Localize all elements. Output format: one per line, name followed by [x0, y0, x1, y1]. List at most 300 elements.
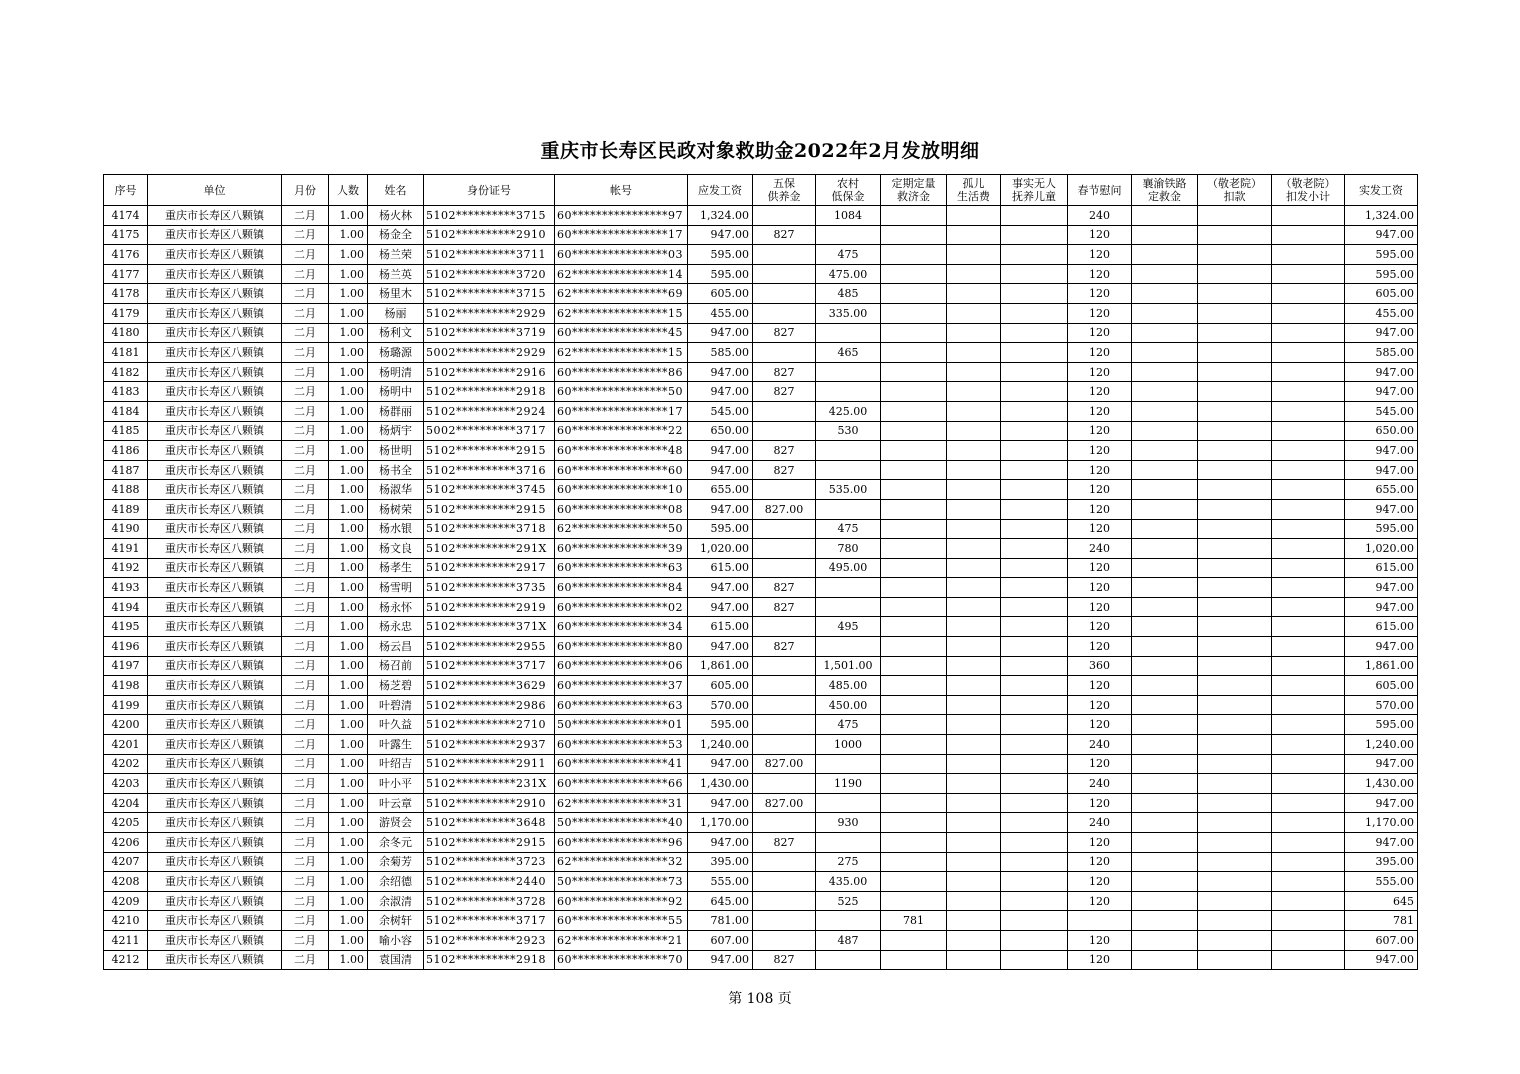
table-cell [1001, 833, 1068, 853]
table-cell: 重庆市长寿区八颗镇 [148, 343, 282, 363]
table-cell: 60****************70 [555, 950, 688, 970]
table-cell: 5002**********3717 [424, 421, 555, 441]
table-cell [1132, 833, 1198, 853]
table-cell [881, 284, 947, 304]
table-cell [1001, 206, 1068, 226]
table-cell [1198, 245, 1272, 265]
table-cell: 1.00 [329, 421, 368, 441]
table-cell [1132, 891, 1198, 911]
table-cell: 重庆市长寿区八颗镇 [148, 872, 282, 892]
table-cell [1272, 264, 1345, 284]
table-cell [1198, 813, 1272, 833]
table-cell [1001, 578, 1068, 598]
table-row [104, 774, 1418, 794]
table-cell: 1,020.00 [1345, 539, 1418, 559]
table-cell: 5102**********3715 [424, 206, 555, 226]
table-cell: 120 [1068, 284, 1132, 304]
table-cell [753, 891, 816, 911]
table-cell: 余菊芳 [368, 852, 424, 872]
column-header: 帐号 [555, 175, 688, 206]
table-cell: 120 [1068, 852, 1132, 872]
table-cell: 1.00 [329, 284, 368, 304]
table-cell: 4199 [104, 695, 148, 715]
table-cell: 叶小平 [368, 774, 424, 794]
table-cell: 435.00 [816, 872, 881, 892]
table-cell: 重庆市长寿区八颗镇 [148, 264, 282, 284]
table-cell [947, 656, 1001, 676]
table-cell: 455.00 [1345, 303, 1418, 323]
table-cell: 947.00 [688, 754, 753, 774]
table-cell: 827 [753, 833, 816, 853]
table-cell: 杨璐源 [368, 343, 424, 363]
table-cell: 827.00 [753, 499, 816, 519]
table-cell [816, 793, 881, 813]
table-cell: 1,170.00 [688, 813, 753, 833]
table-cell [1001, 637, 1068, 657]
table-cell [1001, 303, 1068, 323]
table-row [104, 911, 1418, 931]
table-cell [881, 499, 947, 519]
table-cell: 4201 [104, 735, 148, 755]
table-cell: 5102**********2915 [424, 441, 555, 461]
table-cell [947, 617, 1001, 637]
table-cell [947, 206, 1001, 226]
relief-payment-table [103, 174, 1418, 970]
table-row [104, 872, 1418, 892]
table-cell [1272, 245, 1345, 265]
table-cell: 4188 [104, 480, 148, 500]
table-cell [753, 558, 816, 578]
table-row [104, 656, 1418, 676]
table-cell: 595.00 [688, 245, 753, 265]
table-cell: 5102**********231X [424, 774, 555, 794]
table-cell [947, 813, 1001, 833]
table-cell: 947.00 [1345, 499, 1418, 519]
table-cell [1198, 519, 1272, 539]
table-cell: 485 [816, 284, 881, 304]
table-cell: 1000 [816, 735, 881, 755]
table-cell: 605.00 [688, 284, 753, 304]
table-cell: 360 [1068, 656, 1132, 676]
table-cell [1001, 754, 1068, 774]
table-cell [881, 676, 947, 696]
table-cell [1272, 323, 1345, 343]
table-cell: 1.00 [329, 617, 368, 637]
table-cell: 杨云昌 [368, 637, 424, 657]
table-cell: 947.00 [1345, 597, 1418, 617]
table-cell: 二月 [282, 617, 329, 637]
table-cell [1272, 911, 1345, 931]
table-row [104, 421, 1418, 441]
table-cell: 二月 [282, 245, 329, 265]
table-cell: 655.00 [688, 480, 753, 500]
table-cell [881, 617, 947, 637]
table-cell: 4202 [104, 754, 148, 774]
table-cell: 重庆市长寿区八颗镇 [148, 558, 282, 578]
table-cell: 781.00 [688, 911, 753, 931]
table-cell: 120 [1068, 421, 1132, 441]
table-cell: 947.00 [1345, 460, 1418, 480]
table-cell: 947.00 [688, 499, 753, 519]
table-cell: 4181 [104, 343, 148, 363]
table-cell [1001, 421, 1068, 441]
table-cell [1198, 362, 1272, 382]
table-cell [1001, 323, 1068, 343]
table-cell: 827 [753, 460, 816, 480]
table-row [104, 245, 1418, 265]
table-cell [753, 676, 816, 696]
table-cell: 570.00 [688, 695, 753, 715]
table-cell [1001, 460, 1068, 480]
table-cell [1198, 793, 1272, 813]
table-cell [1198, 930, 1272, 950]
table-cell: 645 [1345, 891, 1418, 911]
table-cell [881, 303, 947, 323]
table-cell: 5102**********2919 [424, 597, 555, 617]
table-cell: 62****************32 [555, 852, 688, 872]
table-cell: 叶碧清 [368, 695, 424, 715]
table-cell: 4205 [104, 813, 148, 833]
table-cell [1001, 499, 1068, 519]
table-cell: 4176 [104, 245, 148, 265]
table-cell: 5102**********3629 [424, 676, 555, 696]
table-cell: 615.00 [1345, 617, 1418, 637]
table-cell: 120 [1068, 930, 1132, 950]
table-cell: 1.00 [329, 950, 368, 970]
table-cell [1272, 460, 1345, 480]
table-cell [1001, 911, 1068, 931]
table-cell: 余冬元 [368, 833, 424, 853]
table-cell: 1.00 [329, 382, 368, 402]
table-cell: 60****************45 [555, 323, 688, 343]
table-cell [1272, 303, 1345, 323]
table-cell: 4209 [104, 891, 148, 911]
table-cell [947, 480, 1001, 500]
table-cell: 4187 [104, 460, 148, 480]
table-cell [881, 480, 947, 500]
table-cell: 5102**********3717 [424, 911, 555, 931]
table-cell: 重庆市长寿区八颗镇 [148, 911, 282, 931]
table-cell [1001, 558, 1068, 578]
table-cell [1272, 695, 1345, 715]
table-cell [881, 656, 947, 676]
table-cell: 60****************02 [555, 597, 688, 617]
table-cell: 5102**********2911 [424, 754, 555, 774]
table-cell: 5102**********3717 [424, 656, 555, 676]
table-cell: 重庆市长寿区八颗镇 [148, 206, 282, 226]
table-cell: 585.00 [1345, 343, 1418, 363]
table-cell [1132, 813, 1198, 833]
table-cell: 947.00 [1345, 578, 1418, 598]
table-cell: 62****************21 [555, 930, 688, 950]
table-cell: 50****************73 [555, 872, 688, 892]
table-cell [1198, 715, 1272, 735]
table-cell: 120 [1068, 519, 1132, 539]
table-cell: 120 [1068, 382, 1132, 402]
table-cell [1198, 872, 1272, 892]
table-cell: 827 [753, 323, 816, 343]
table-cell: 4196 [104, 637, 148, 657]
table-row [104, 264, 1418, 284]
table-cell: 120 [1068, 303, 1132, 323]
table-cell: 120 [1068, 695, 1132, 715]
table-row [104, 852, 1418, 872]
table-cell: 杨明清 [368, 362, 424, 382]
table-cell: 395.00 [688, 852, 753, 872]
table-cell [1272, 597, 1345, 617]
table-cell [1132, 303, 1198, 323]
table-cell [1198, 695, 1272, 715]
table-cell: 5102**********3716 [424, 460, 555, 480]
table-cell [1001, 695, 1068, 715]
table-cell [1132, 460, 1198, 480]
table-row [104, 558, 1418, 578]
table-cell: 615.00 [688, 558, 753, 578]
table-cell [1272, 441, 1345, 461]
table-cell [753, 343, 816, 363]
table-cell: 5102**********2915 [424, 833, 555, 853]
table-cell: 947.00 [1345, 793, 1418, 813]
table-cell: 60****************39 [555, 539, 688, 559]
table-cell [1272, 637, 1345, 657]
table-cell: 二月 [282, 441, 329, 461]
table-cell: 重庆市长寿区八颗镇 [148, 401, 282, 421]
table-cell: 1,324.00 [688, 206, 753, 226]
table-row [104, 833, 1418, 853]
table-cell [1272, 774, 1345, 794]
table-cell: 120 [1068, 323, 1132, 343]
table-cell: 5102**********2917 [424, 558, 555, 578]
table-cell: 重庆市长寿区八颗镇 [148, 833, 282, 853]
table-cell: 4177 [104, 264, 148, 284]
table-cell [1132, 401, 1198, 421]
table-cell [1001, 891, 1068, 911]
table-cell: 1.00 [329, 578, 368, 598]
table-cell [1001, 676, 1068, 696]
table-cell [753, 930, 816, 950]
table-cell: 475 [816, 245, 881, 265]
table-cell: 947.00 [1345, 754, 1418, 774]
table-cell [1198, 225, 1272, 245]
table-cell [753, 872, 816, 892]
table-cell: 1.00 [329, 754, 368, 774]
table-row [104, 499, 1418, 519]
table-cell [947, 362, 1001, 382]
table-cell: 60****************17 [555, 401, 688, 421]
table-cell: 4175 [104, 225, 148, 245]
table-cell: 240 [1068, 774, 1132, 794]
table-cell [1132, 617, 1198, 637]
table-cell: 二月 [282, 872, 329, 892]
table-cell: 杨金全 [368, 225, 424, 245]
table-cell: 62****************50 [555, 519, 688, 539]
table-cell [1272, 480, 1345, 500]
table-cell [947, 872, 1001, 892]
table-cell: 62****************15 [555, 303, 688, 323]
table-cell: 120 [1068, 460, 1132, 480]
table-cell: 595.00 [688, 519, 753, 539]
table-cell: 570.00 [1345, 695, 1418, 715]
table-cell [1198, 441, 1272, 461]
table-cell: 120 [1068, 715, 1132, 735]
table-cell [947, 715, 1001, 735]
table-cell: 4208 [104, 872, 148, 892]
table-cell: 60****************53 [555, 735, 688, 755]
table-cell: 487 [816, 930, 881, 950]
table-cell: 4182 [104, 362, 148, 382]
table-cell [881, 695, 947, 715]
table-cell: 947.00 [1345, 950, 1418, 970]
table-cell [1272, 401, 1345, 421]
table-cell: 1.00 [329, 930, 368, 950]
table-cell: 240 [1068, 813, 1132, 833]
table-cell [753, 480, 816, 500]
table-cell: 重庆市长寿区八颗镇 [148, 852, 282, 872]
table-cell: 二月 [282, 813, 329, 833]
table-cell: 余绍德 [368, 872, 424, 892]
table-cell: 5002**********2929 [424, 343, 555, 363]
table-row [104, 206, 1418, 226]
table-cell: 555.00 [688, 872, 753, 892]
table-cell: 重庆市长寿区八颗镇 [148, 323, 282, 343]
table-cell: 5102**********2937 [424, 735, 555, 755]
table-cell: 二月 [282, 225, 329, 245]
table-cell: 947.00 [688, 225, 753, 245]
table-cell: 1.00 [329, 480, 368, 500]
table-cell [881, 225, 947, 245]
table-cell: 杨文良 [368, 539, 424, 559]
table-cell [881, 637, 947, 657]
table-cell [947, 754, 1001, 774]
table-cell: 4204 [104, 793, 148, 813]
table-cell [1132, 793, 1198, 813]
table-cell: 1.00 [329, 852, 368, 872]
table-cell: 1.00 [329, 833, 368, 853]
table-cell [1132, 676, 1198, 696]
table-row [104, 460, 1418, 480]
table-cell [816, 578, 881, 598]
table-cell: 二月 [282, 499, 329, 519]
table-cell [1198, 499, 1272, 519]
table-cell: 1,430.00 [1345, 774, 1418, 794]
table-cell: 重庆市长寿区八颗镇 [148, 774, 282, 794]
table-cell: 4197 [104, 656, 148, 676]
table-cell: 60****************08 [555, 499, 688, 519]
table-cell: 二月 [282, 637, 329, 657]
table-row [104, 676, 1418, 696]
table-cell: 525 [816, 891, 881, 911]
table-cell: 1.00 [329, 539, 368, 559]
table-cell [1198, 264, 1272, 284]
table-cell [947, 264, 1001, 284]
table-cell: 60****************96 [555, 833, 688, 853]
table-row [104, 519, 1418, 539]
table-cell: 1.00 [329, 735, 368, 755]
table-cell: 二月 [282, 793, 329, 813]
table-cell: 827 [753, 597, 816, 617]
table-cell: 5102**********2710 [424, 715, 555, 735]
table-row [104, 225, 1418, 245]
table-cell: 杨树荣 [368, 499, 424, 519]
table-cell: 杨孝生 [368, 558, 424, 578]
table-cell [753, 735, 816, 755]
table-cell [816, 911, 881, 931]
table-cell [881, 441, 947, 461]
table-cell: 1.00 [329, 676, 368, 696]
table-cell: 485.00 [816, 676, 881, 696]
table-cell: 二月 [282, 735, 329, 755]
table-cell: 杨炳宇 [368, 421, 424, 441]
table-cell: 1.00 [329, 264, 368, 284]
table-cell [947, 676, 1001, 696]
table-cell [753, 519, 816, 539]
table-cell: 二月 [282, 460, 329, 480]
table-cell [753, 813, 816, 833]
table-cell [1132, 441, 1198, 461]
table-cell: 545.00 [688, 401, 753, 421]
table-cell [1272, 421, 1345, 441]
table-cell: 120 [1068, 578, 1132, 598]
table-cell: 5102**********3720 [424, 264, 555, 284]
table-cell [1068, 911, 1132, 931]
table-cell [947, 891, 1001, 911]
table-cell [1272, 656, 1345, 676]
column-header: 姓名 [368, 175, 424, 206]
table-cell [816, 950, 881, 970]
table-cell: 重庆市长寿区八颗镇 [148, 480, 282, 500]
table-cell: 1.00 [329, 460, 368, 480]
table-cell: 1.00 [329, 695, 368, 715]
table-cell: 120 [1068, 558, 1132, 578]
table-cell: 4178 [104, 284, 148, 304]
table-cell: 120 [1068, 480, 1132, 500]
table-cell: 240 [1068, 735, 1132, 755]
table-cell [881, 597, 947, 617]
table-cell: 1,170.00 [1345, 813, 1418, 833]
column-header: 身份证号 [424, 175, 555, 206]
table-cell [947, 637, 1001, 657]
table-cell: 4189 [104, 499, 148, 519]
table-cell: 二月 [282, 519, 329, 539]
table-cell [1001, 401, 1068, 421]
table-row [104, 401, 1418, 421]
table-cell: 1.00 [329, 597, 368, 617]
table-cell: 827 [753, 637, 816, 657]
table-cell: 杨召前 [368, 656, 424, 676]
table-cell: 947.00 [688, 323, 753, 343]
table-cell: 120 [1068, 950, 1132, 970]
table-cell [1272, 813, 1345, 833]
table-row [104, 323, 1418, 343]
column-header: 单位 [148, 175, 282, 206]
table-row [104, 617, 1418, 637]
table-cell: 4183 [104, 382, 148, 402]
table-cell [1272, 754, 1345, 774]
table-cell [1198, 206, 1272, 226]
table-cell [1272, 343, 1345, 363]
table-cell [1001, 264, 1068, 284]
table-cell: 585.00 [688, 343, 753, 363]
table-cell [1198, 774, 1272, 794]
table-cell: 120 [1068, 617, 1132, 637]
table-cell: 947.00 [1345, 833, 1418, 853]
table-cell: 杨兰英 [368, 264, 424, 284]
table-cell: 二月 [282, 539, 329, 559]
table-cell: 二月 [282, 891, 329, 911]
table-cell [1001, 793, 1068, 813]
table-cell [753, 284, 816, 304]
table-cell: 1.00 [329, 637, 368, 657]
